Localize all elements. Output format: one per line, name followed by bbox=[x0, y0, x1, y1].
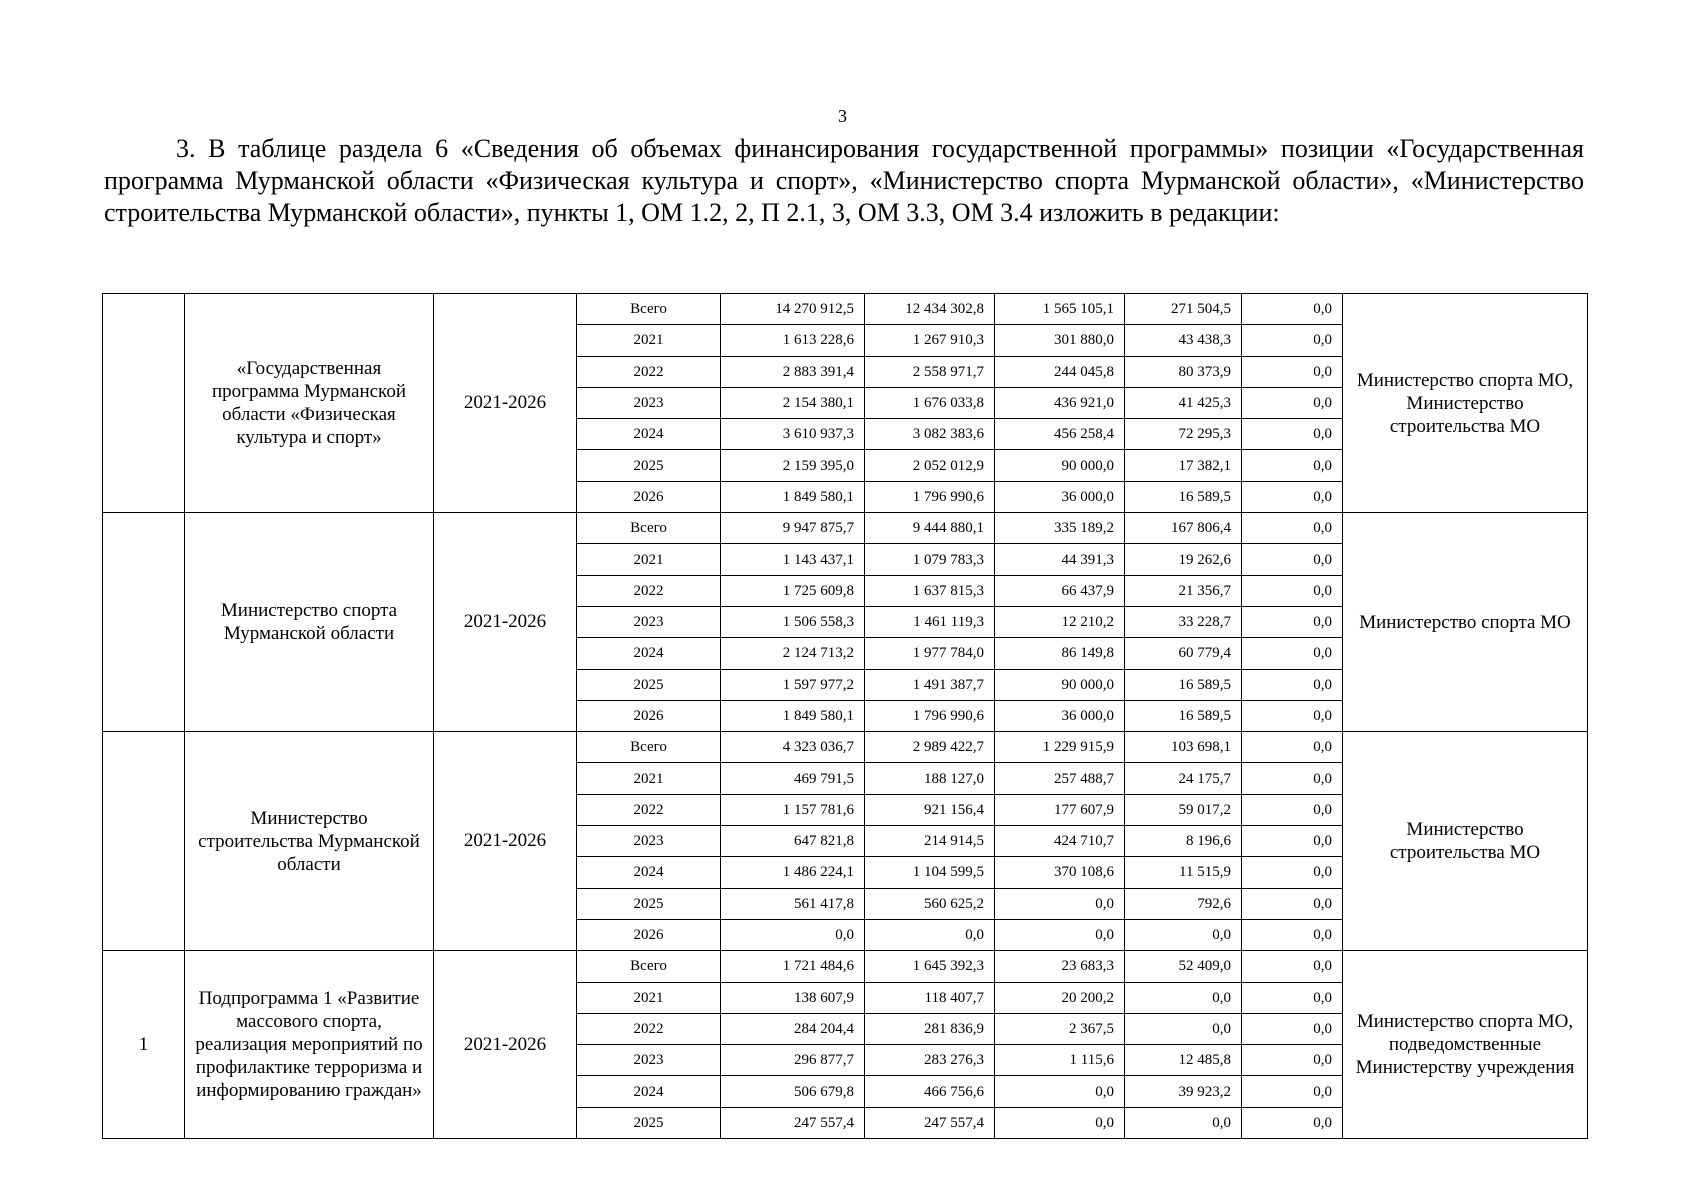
value-cell: 2 883 391,4 bbox=[721, 356, 865, 387]
year-cell: 2023 bbox=[577, 606, 721, 637]
value-cell: 0,0 bbox=[865, 919, 995, 950]
program-name-cell: Министерство строительства Мурманской области bbox=[185, 732, 434, 951]
value-cell: 1 597 977,2 bbox=[721, 669, 865, 700]
item-number-cell bbox=[103, 294, 185, 513]
value-cell: 36 000,0 bbox=[995, 700, 1125, 731]
item-number-cell bbox=[103, 732, 185, 951]
value-cell: 1 157 781,6 bbox=[721, 794, 865, 825]
value-cell: 0,0 bbox=[1242, 575, 1343, 606]
value-cell: 0,0 bbox=[1242, 1076, 1343, 1107]
value-cell: 424 710,7 bbox=[995, 826, 1125, 857]
year-cell: 2026 bbox=[577, 481, 721, 512]
value-cell: 506 679,8 bbox=[721, 1076, 865, 1107]
value-cell: 647 821,8 bbox=[721, 826, 865, 857]
value-cell: 271 504,5 bbox=[1125, 294, 1242, 325]
year-cell: 2021 bbox=[577, 325, 721, 356]
value-cell: 43 438,3 bbox=[1125, 325, 1242, 356]
value-cell: 188 127,0 bbox=[865, 763, 995, 794]
year-cell: 2025 bbox=[577, 1107, 721, 1138]
year-cell: Всего bbox=[577, 513, 721, 544]
executor-cell: Министерство спорта МО, подведомственные Министерству учреждения bbox=[1343, 951, 1588, 1139]
value-cell: 14 270 912,5 bbox=[721, 294, 865, 325]
value-cell: 0,0 bbox=[1125, 1013, 1242, 1044]
value-cell: 66 437,9 bbox=[995, 575, 1125, 606]
value-cell: 1 143 437,1 bbox=[721, 544, 865, 575]
year-cell: 2022 bbox=[577, 794, 721, 825]
value-cell: 0,0 bbox=[1125, 1107, 1242, 1138]
value-cell: 2 159 395,0 bbox=[721, 450, 865, 481]
value-cell: 257 488,7 bbox=[995, 763, 1125, 794]
period-cell: 2021-2026 bbox=[434, 513, 577, 732]
value-cell: 17 382,1 bbox=[1125, 450, 1242, 481]
value-cell: 335 189,2 bbox=[995, 513, 1125, 544]
year-cell: 2024 bbox=[577, 638, 721, 669]
value-cell: 1 079 783,3 bbox=[865, 544, 995, 575]
value-cell: 0,0 bbox=[721, 919, 865, 950]
value-cell: 0,0 bbox=[1242, 325, 1343, 356]
value-cell: 52 409,0 bbox=[1125, 951, 1242, 982]
value-cell: 1 613 228,6 bbox=[721, 325, 865, 356]
value-cell: 1 721 484,6 bbox=[721, 951, 865, 982]
value-cell: 16 589,5 bbox=[1125, 700, 1242, 731]
value-cell: 1 461 119,3 bbox=[865, 606, 995, 637]
value-cell: 8 196,6 bbox=[1125, 826, 1242, 857]
value-cell: 90 000,0 bbox=[995, 450, 1125, 481]
value-cell: 0,0 bbox=[1242, 888, 1343, 919]
value-cell: 0,0 bbox=[1242, 481, 1343, 512]
value-cell: 1 637 815,3 bbox=[865, 575, 995, 606]
value-cell: 103 698,1 bbox=[1125, 732, 1242, 763]
executor-cell: Министерство строительства МО bbox=[1343, 732, 1588, 951]
value-cell: 3 610 937,3 bbox=[721, 419, 865, 450]
value-cell: 60 779,4 bbox=[1125, 638, 1242, 669]
value-cell: 11 515,9 bbox=[1125, 857, 1242, 888]
value-cell: 19 262,6 bbox=[1125, 544, 1242, 575]
year-cell: 2021 bbox=[577, 982, 721, 1013]
value-cell: 0,0 bbox=[1242, 544, 1343, 575]
value-cell: 0,0 bbox=[1242, 1013, 1343, 1044]
value-cell: 0,0 bbox=[1242, 826, 1343, 857]
value-cell: 39 923,2 bbox=[1125, 1076, 1242, 1107]
year-cell: 2022 bbox=[577, 575, 721, 606]
value-cell: 12 485,8 bbox=[1125, 1045, 1242, 1076]
value-cell: 118 407,7 bbox=[865, 982, 995, 1013]
value-cell: 21 356,7 bbox=[1125, 575, 1242, 606]
value-cell: 0,0 bbox=[1242, 294, 1343, 325]
value-cell: 0,0 bbox=[1242, 1107, 1343, 1138]
value-cell: 0,0 bbox=[995, 1107, 1125, 1138]
value-cell: 9 444 880,1 bbox=[865, 513, 995, 544]
value-cell: 284 204,4 bbox=[721, 1013, 865, 1044]
item-number-cell bbox=[103, 513, 185, 732]
year-cell: 2021 bbox=[577, 544, 721, 575]
value-cell: 33 228,7 bbox=[1125, 606, 1242, 637]
value-cell: 44 391,3 bbox=[995, 544, 1125, 575]
value-cell: 12 434 302,8 bbox=[865, 294, 995, 325]
value-cell: 72 295,3 bbox=[1125, 419, 1242, 450]
value-cell: 0,0 bbox=[1242, 387, 1343, 418]
value-cell: 1 267 910,3 bbox=[865, 325, 995, 356]
table-row bbox=[103, 951, 1588, 982]
value-cell: 20 200,2 bbox=[995, 982, 1125, 1013]
year-cell: 2022 bbox=[577, 1013, 721, 1044]
value-cell: 36 000,0 bbox=[995, 481, 1125, 512]
value-cell: 24 175,7 bbox=[1125, 763, 1242, 794]
value-cell: 1 645 392,3 bbox=[865, 951, 995, 982]
value-cell: 560 625,2 bbox=[865, 888, 995, 919]
period-cell: 2021-2026 bbox=[434, 732, 577, 951]
program-name-cell: Министерство спорта Мурманской области bbox=[185, 513, 434, 732]
value-cell: 2 124 713,2 bbox=[721, 638, 865, 669]
value-cell: 214 914,5 bbox=[865, 826, 995, 857]
value-cell: 1 796 990,6 bbox=[865, 700, 995, 731]
value-cell: 0,0 bbox=[995, 919, 1125, 950]
executor-cell: Министерство спорта МО, Министерство строительства МО bbox=[1343, 294, 1588, 513]
value-cell: 1 796 990,6 bbox=[865, 481, 995, 512]
year-cell: 2022 bbox=[577, 356, 721, 387]
year-cell: 2021 bbox=[577, 763, 721, 794]
year-cell: 2023 bbox=[577, 1045, 721, 1076]
value-cell: 0,0 bbox=[1242, 857, 1343, 888]
executor-cell: Министерство спорта МО bbox=[1343, 513, 1588, 732]
value-cell: 41 425,3 bbox=[1125, 387, 1242, 418]
year-cell: 2025 bbox=[577, 888, 721, 919]
year-cell: Всего bbox=[577, 294, 721, 325]
value-cell: 2 558 971,7 bbox=[865, 356, 995, 387]
year-cell: 2024 bbox=[577, 419, 721, 450]
value-cell: 0,0 bbox=[1242, 419, 1343, 450]
value-cell: 80 373,9 bbox=[1125, 356, 1242, 387]
value-cell: 1 849 580,1 bbox=[721, 700, 865, 731]
value-cell: 2 052 012,9 bbox=[865, 450, 995, 481]
year-cell: 2026 bbox=[577, 700, 721, 731]
period-cell: 2021-2026 bbox=[434, 951, 577, 1139]
value-cell: 283 276,3 bbox=[865, 1045, 995, 1076]
value-cell: 0,0 bbox=[995, 888, 1125, 919]
year-cell: 2025 bbox=[577, 450, 721, 481]
value-cell: 301 880,0 bbox=[995, 325, 1125, 356]
value-cell: 2 367,5 bbox=[995, 1013, 1125, 1044]
value-cell: 0,0 bbox=[1125, 982, 1242, 1013]
period-cell: 2021-2026 bbox=[434, 294, 577, 513]
value-cell: 86 149,8 bbox=[995, 638, 1125, 669]
year-cell: 2024 bbox=[577, 857, 721, 888]
value-cell: 0,0 bbox=[1242, 919, 1343, 950]
value-cell: 0,0 bbox=[1242, 982, 1343, 1013]
value-cell: 0,0 bbox=[1242, 606, 1343, 637]
value-cell: 1 725 609,8 bbox=[721, 575, 865, 606]
value-cell: 247 557,4 bbox=[865, 1107, 995, 1138]
value-cell: 466 756,6 bbox=[865, 1076, 995, 1107]
program-name-cell: «Государственная программа Мурманской области «Физическая культура и спорт» bbox=[185, 294, 434, 513]
value-cell: 244 045,8 bbox=[995, 356, 1125, 387]
value-cell: 12 210,2 bbox=[995, 606, 1125, 637]
value-cell: 1 229 915,9 bbox=[995, 732, 1125, 763]
value-cell: 177 607,9 bbox=[995, 794, 1125, 825]
value-cell: 0,0 bbox=[1125, 919, 1242, 950]
value-cell: 1 565 105,1 bbox=[995, 294, 1125, 325]
table-row bbox=[103, 294, 1588, 325]
value-cell: 1 104 599,5 bbox=[865, 857, 995, 888]
value-cell: 23 683,3 bbox=[995, 951, 1125, 982]
value-cell: 9 947 875,7 bbox=[721, 513, 865, 544]
value-cell: 2 154 380,1 bbox=[721, 387, 865, 418]
value-cell: 16 589,5 bbox=[1125, 481, 1242, 512]
value-cell: 0,0 bbox=[1242, 638, 1343, 669]
value-cell: 281 836,9 bbox=[865, 1013, 995, 1044]
intro-paragraph: 3. В таблице раздела 6 «Сведения об объемах финансирования государственной программы» позиции «Государственная программа Мурманской области «Физическая культура и спорт», «Министерство спорта Мурманской области», «Министерство строительства Мурманской области», пункты 1, ОМ 1.2, 2, П 2.1, 3, ОМ 3.3, ОМ 3.4 изложить в редакции: bbox=[104, 134, 1584, 227]
value-cell: 0,0 bbox=[1242, 669, 1343, 700]
page-number: 3 bbox=[838, 106, 847, 126]
value-cell: 2 989 422,7 bbox=[865, 732, 995, 763]
value-cell: 138 607,9 bbox=[721, 982, 865, 1013]
value-cell: 0,0 bbox=[995, 1076, 1125, 1107]
value-cell: 456 258,4 bbox=[995, 419, 1125, 450]
year-cell: 2023 bbox=[577, 826, 721, 857]
value-cell: 0,0 bbox=[1242, 763, 1343, 794]
value-cell: 921 156,4 bbox=[865, 794, 995, 825]
financing-table bbox=[102, 293, 1588, 1139]
table-row bbox=[103, 732, 1588, 763]
value-cell: 1 849 580,1 bbox=[721, 481, 865, 512]
value-cell: 247 557,4 bbox=[721, 1107, 865, 1138]
value-cell: 1 491 387,7 bbox=[865, 669, 995, 700]
table-row bbox=[103, 513, 1588, 544]
value-cell: 1 115,6 bbox=[995, 1045, 1125, 1076]
value-cell: 436 921,0 bbox=[995, 387, 1125, 418]
value-cell: 561 417,8 bbox=[721, 888, 865, 919]
year-cell: 2026 bbox=[577, 919, 721, 950]
value-cell: 792,6 bbox=[1125, 888, 1242, 919]
value-cell: 0,0 bbox=[1242, 1045, 1343, 1076]
value-cell: 1 486 224,1 bbox=[721, 857, 865, 888]
value-cell: 0,0 bbox=[1242, 356, 1343, 387]
value-cell: 16 589,5 bbox=[1125, 669, 1242, 700]
item-number-cell: 1 bbox=[103, 951, 185, 1139]
value-cell: 3 082 383,6 bbox=[865, 419, 995, 450]
value-cell: 0,0 bbox=[1242, 700, 1343, 731]
value-cell: 469 791,5 bbox=[721, 763, 865, 794]
value-cell: 0,0 bbox=[1242, 732, 1343, 763]
year-cell: Всего bbox=[577, 732, 721, 763]
value-cell: 370 108,6 bbox=[995, 857, 1125, 888]
year-cell: 2025 bbox=[577, 669, 721, 700]
year-cell: Всего bbox=[577, 951, 721, 982]
value-cell: 167 806,4 bbox=[1125, 513, 1242, 544]
value-cell: 0,0 bbox=[1242, 794, 1343, 825]
value-cell: 90 000,0 bbox=[995, 669, 1125, 700]
value-cell: 4 323 036,7 bbox=[721, 732, 865, 763]
program-name-cell: Подпрограмма 1 «Развитие массового спорта, реализация мероприятий по профилактике терроризма и информированию граждан» bbox=[185, 951, 434, 1139]
value-cell: 0,0 bbox=[1242, 513, 1343, 544]
value-cell: 1 676 033,8 bbox=[865, 387, 995, 418]
value-cell: 1 506 558,3 bbox=[721, 606, 865, 637]
year-cell: 2023 bbox=[577, 387, 721, 418]
value-cell: 0,0 bbox=[1242, 951, 1343, 982]
value-cell: 1 977 784,0 bbox=[865, 638, 995, 669]
year-cell: 2024 bbox=[577, 1076, 721, 1107]
value-cell: 59 017,2 bbox=[1125, 794, 1242, 825]
value-cell: 296 877,7 bbox=[721, 1045, 865, 1076]
value-cell: 0,0 bbox=[1242, 450, 1343, 481]
